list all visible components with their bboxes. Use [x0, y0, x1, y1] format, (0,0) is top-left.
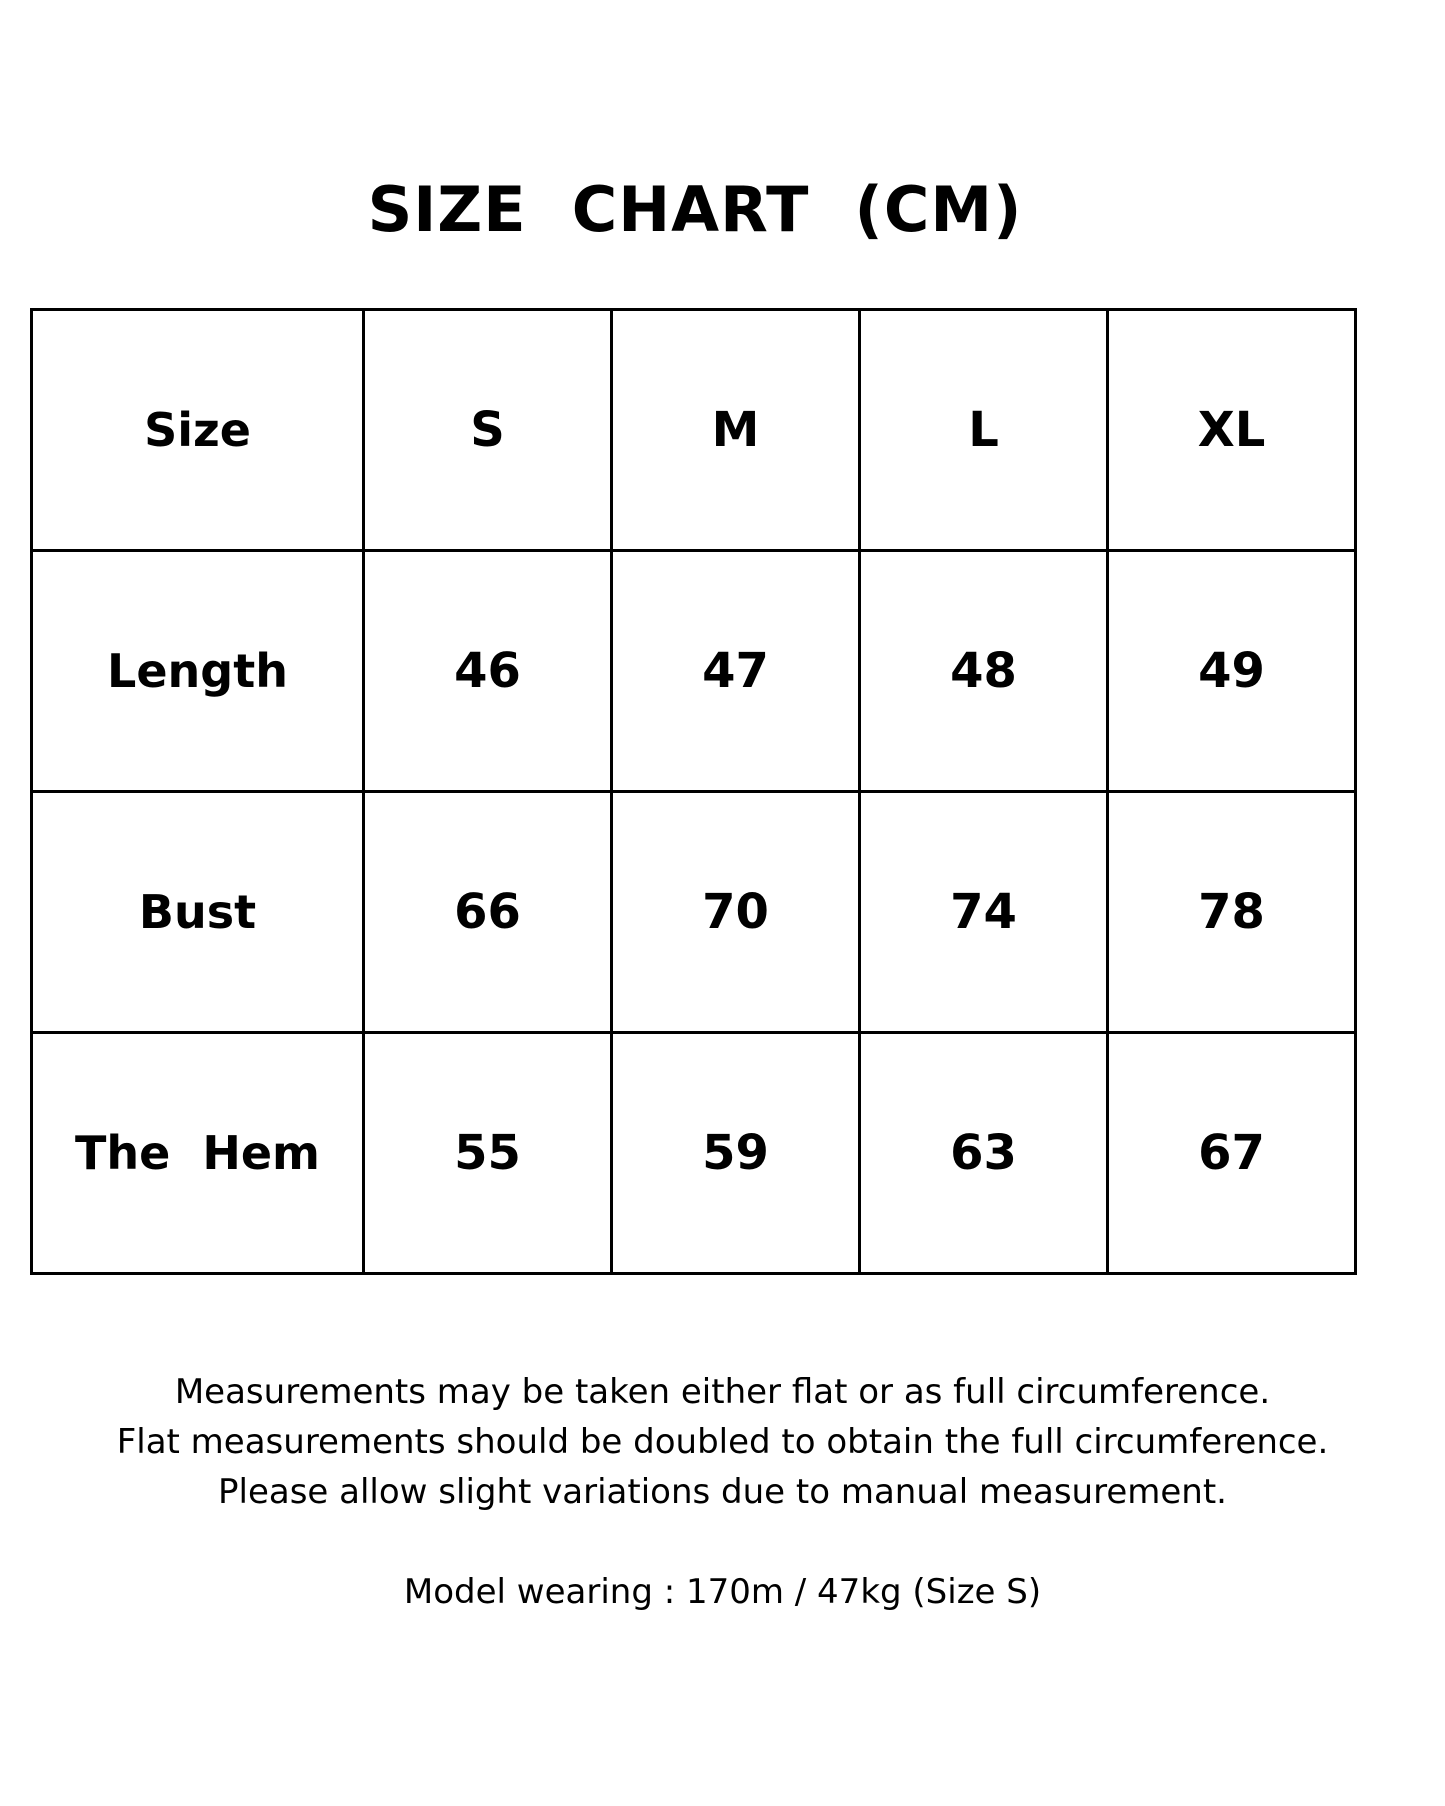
page-title: SIZE CHART (CM) [367, 173, 1023, 246]
hem-m-cell: 59 [612, 1033, 860, 1274]
table-header-row [32, 310, 1356, 551]
row-label-hem: The Hem [32, 1033, 364, 1274]
length-l-cell: 48 [860, 551, 1108, 792]
length-s-cell: 46 [364, 551, 612, 792]
bust-l-cell: 74 [860, 792, 1108, 1033]
header-cell-m: M [612, 310, 860, 551]
note-line: Measurements may be taken either flat or as full circumference. [174, 1372, 1271, 1412]
table-row-length [32, 551, 1356, 792]
bust-s-cell: 66 [364, 792, 612, 1033]
model-info: Model wearing : 170m / 47kg (Size S) [403, 1572, 1042, 1612]
hem-s-cell: 55 [364, 1033, 612, 1274]
bust-xl-cell: 78 [1108, 792, 1356, 1033]
row-label-bust: Bust [32, 792, 364, 1033]
note-line: Please allow slight variations due to manual measurement. [218, 1472, 1227, 1512]
table-row-hem [32, 1033, 1356, 1274]
header-cell-xl: XL [1108, 310, 1356, 551]
hem-xl-cell: 67 [1108, 1033, 1356, 1274]
header-cell-size: Size [32, 310, 364, 551]
header-cell-s: S [364, 310, 612, 551]
table-row-bust [32, 792, 1356, 1033]
length-m-cell: 47 [612, 551, 860, 792]
header-cell-l: L [860, 310, 1108, 551]
note-line: Flat measurements should be doubled to obtain the full circumference. [116, 1422, 1329, 1462]
measurement-notes [0, 1367, 1445, 1517]
hem-l-cell: 63 [860, 1033, 1108, 1274]
length-xl-cell: 49 [1108, 551, 1356, 792]
size-chart-table [30, 308, 1357, 1275]
row-label-length: Length [32, 551, 364, 792]
bust-m-cell: 70 [612, 792, 860, 1033]
